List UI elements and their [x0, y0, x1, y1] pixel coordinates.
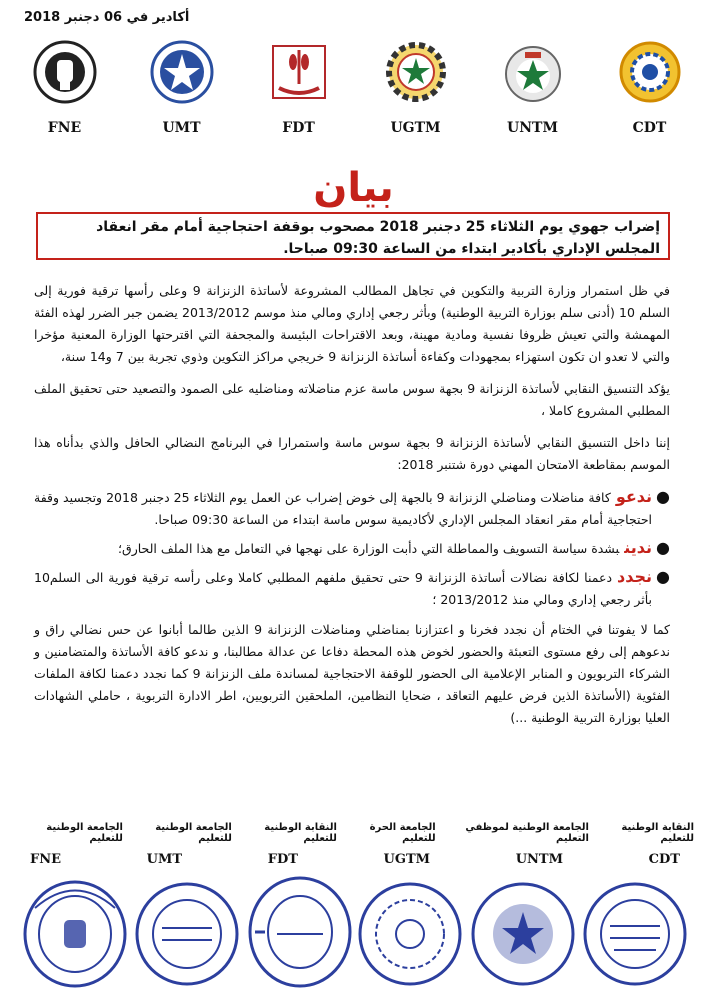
intro-paragraph: في ظل استمرار وزارة التربية والتكوين في تجاهل المطالب المشروعة لأساتذة الزنزانة 9 وعلى رأسها ترقية فورية إلى السلم 10 (أدنى سلم بوزارة التربية الوطنية) وبأثر رجعي إداري ومالي منذ موسم 2013/2012 يضمن جبر الضرر لهذه الفئة المهمشة والتي تعيش ظروفا نفسية ومادية مهينة، وبعد الاقتراحات البئيسة والمجحفة التي اقترحتها الوزارة المعنية مؤخرا والتي لا تعدو ان تكون استهزاء بمجهودات وكفاءة أساتذة الزنزانة 9 خريجي مراكز التكوين وذوي تجربة بين 7 و14 سنة، [34, 283, 670, 364]
stamp-abbr: UMT [146, 852, 183, 867]
bullet-keyword: ندين [624, 538, 653, 557]
statement-title: بيان [313, 165, 394, 211]
untm-star-logo-icon [501, 40, 565, 104]
logo-untm [480, 40, 585, 140]
bullet-dot-icon: ● [656, 567, 670, 586]
logo-fdt [246, 40, 351, 140]
bullet-keyword: ندعو [615, 487, 653, 506]
bullet-text: بشدة سياسة التسويف والمماطلة التي دأبت الوزارة على نهجها في التعامل مع هذا الملف الحارق؛ [118, 541, 620, 556]
union-name: الجامعة الحرة للتعليم [369, 822, 436, 844]
stamp-abbr: CDT [648, 852, 680, 867]
logo-umt [129, 40, 234, 140]
untm-stamp-icon [468, 868, 578, 996]
stamp-abbr: UGTM [383, 852, 431, 867]
logo-caption: FDT [282, 120, 315, 136]
union-name: النقابة الوطنية للتعليم [264, 822, 337, 844]
bullet-dot-icon: ● [656, 538, 670, 557]
closing-paragraph: كما لا يفوتنا في الختام أن نجدد فخرنا و اعتزازنا بمناضلي ومناضلات الزنزانة 9 الذين طالما أبانوا عن حس نضالي راق و ندعوهم إلى رفع مستوى التعبئة والحضور لخوض هذه المحطة دفاعا عن عدالة مطالبنا، و ندعو كافة الأساتذة والمتضامنين و الشركاء التربويون و المنابر الإعلامية الى الحضور للوقفة الاحتجاجية لمساندة ملف الزنزانة 9 كما نجدد دعمنا لكافة الملفات الفئوية (الأساتذة الذين فرض عليهم التعاقد ، ضحايا النظامين، الملحقين التربويين، اطر الادارة التربوية ، حاملي الشهادات العليا بوزارة التربية الوطنية ...) [34, 622, 670, 725]
cdt-gear-logo-icon [618, 40, 682, 104]
program-paragraph: إننا داخل التنسيق النقابي لأساتذة الزنزانة 9 بجهة سوس ماسة واستمرارا في البرنامج النضالي الحافل والذي بدأناه هذا الموسم بمقاطعة الامتحان المهني دورة شتنبر 2018: [34, 435, 670, 472]
union-logos-row [12, 40, 702, 140]
logo-caption: CDT [632, 120, 667, 136]
umt-stamp-icon [132, 868, 242, 996]
cdt-stamp-icon [580, 868, 690, 996]
umt-star-logo-icon [150, 40, 214, 104]
logo-caption: UNTM [507, 120, 558, 136]
union-name: النقابة الوطنية للتعليم [621, 822, 694, 844]
union-stamps-row [20, 868, 690, 996]
ugtm-stamp-icon [355, 868, 465, 996]
logo-ugtm [363, 40, 468, 140]
fdt-stamp-icon [245, 868, 355, 996]
bullet-text: كافة مناضلات ومناضلي الزنزانة 9 بالجهة إلى خوض إضراب عن العمل يوم الثلاثاء 25 دجنبر 2018 وتجسيد وقفة احتجاجية أمام مقر انعقاد المجلس الإداري لأكاديمية سوس ماسة ابتداء من الساعة 09:30 صباحا. [34, 490, 653, 527]
logo-cdt [597, 40, 702, 140]
ugtm-gear-logo-icon [384, 40, 448, 104]
bullet-call [34, 486, 670, 531]
fist-logo-icon [33, 40, 97, 104]
stamp-abbr-row [30, 852, 680, 867]
strike-headline-box: إضراب جهوي يوم الثلاثاء 25 دجنبر 2018 مصحوب بوقفة احتجاجية أمام مقر انعقاد المجلس الإداري بأكادير ابتداء من الساعة 09:30 صباحا. [36, 212, 670, 260]
logo-caption: FNE [47, 120, 82, 136]
union-name: الجامعة الوطنية لموظفي التعليم [465, 822, 589, 844]
fdt-wheat-logo-icon [267, 40, 331, 104]
stamp-abbr: UNTM [515, 852, 563, 867]
union-name: الجامعة الوطنية للتعليم [155, 822, 232, 844]
union-name: الجامعة الوطنية للتعليم [46, 822, 123, 844]
union-names-row [14, 822, 694, 844]
fne-stamp-icon [20, 868, 130, 996]
statement-body [34, 280, 670, 739]
bullet-condemn [34, 537, 670, 560]
logo-caption: UMT [162, 120, 201, 136]
bullet-keyword: نجدد [617, 567, 653, 586]
document-date: أكادير في 06 دجنبر 2018 [24, 10, 190, 25]
logo-fne [12, 40, 117, 140]
affirmation-paragraph: يؤكد التنسيق النقابي لأساتذة الزنزانة 9 بجهة سوس ماسة عزم مناضلاته ومناضليه على الصمود والتصعيد حتى تحقيق الملف المطلبي المشروع كاملا ، [34, 381, 670, 418]
stamp-abbr: FNE [30, 852, 62, 867]
bullet-text: دعمنا لكافة نضالات أساتذة الزنزانة 9 حتى تحقيق ملفهم المطلبي كاملا وعلى رأسه ترقية فورية الى السلم10 بأثر رجعي إداري ومالي منذ 2013/2012 ؛ [34, 570, 653, 607]
bullet-renew [34, 566, 670, 611]
stamp-abbr: FDT [267, 852, 298, 867]
bullet-dot-icon: ● [656, 487, 670, 506]
logo-caption: UGTM [390, 120, 441, 136]
